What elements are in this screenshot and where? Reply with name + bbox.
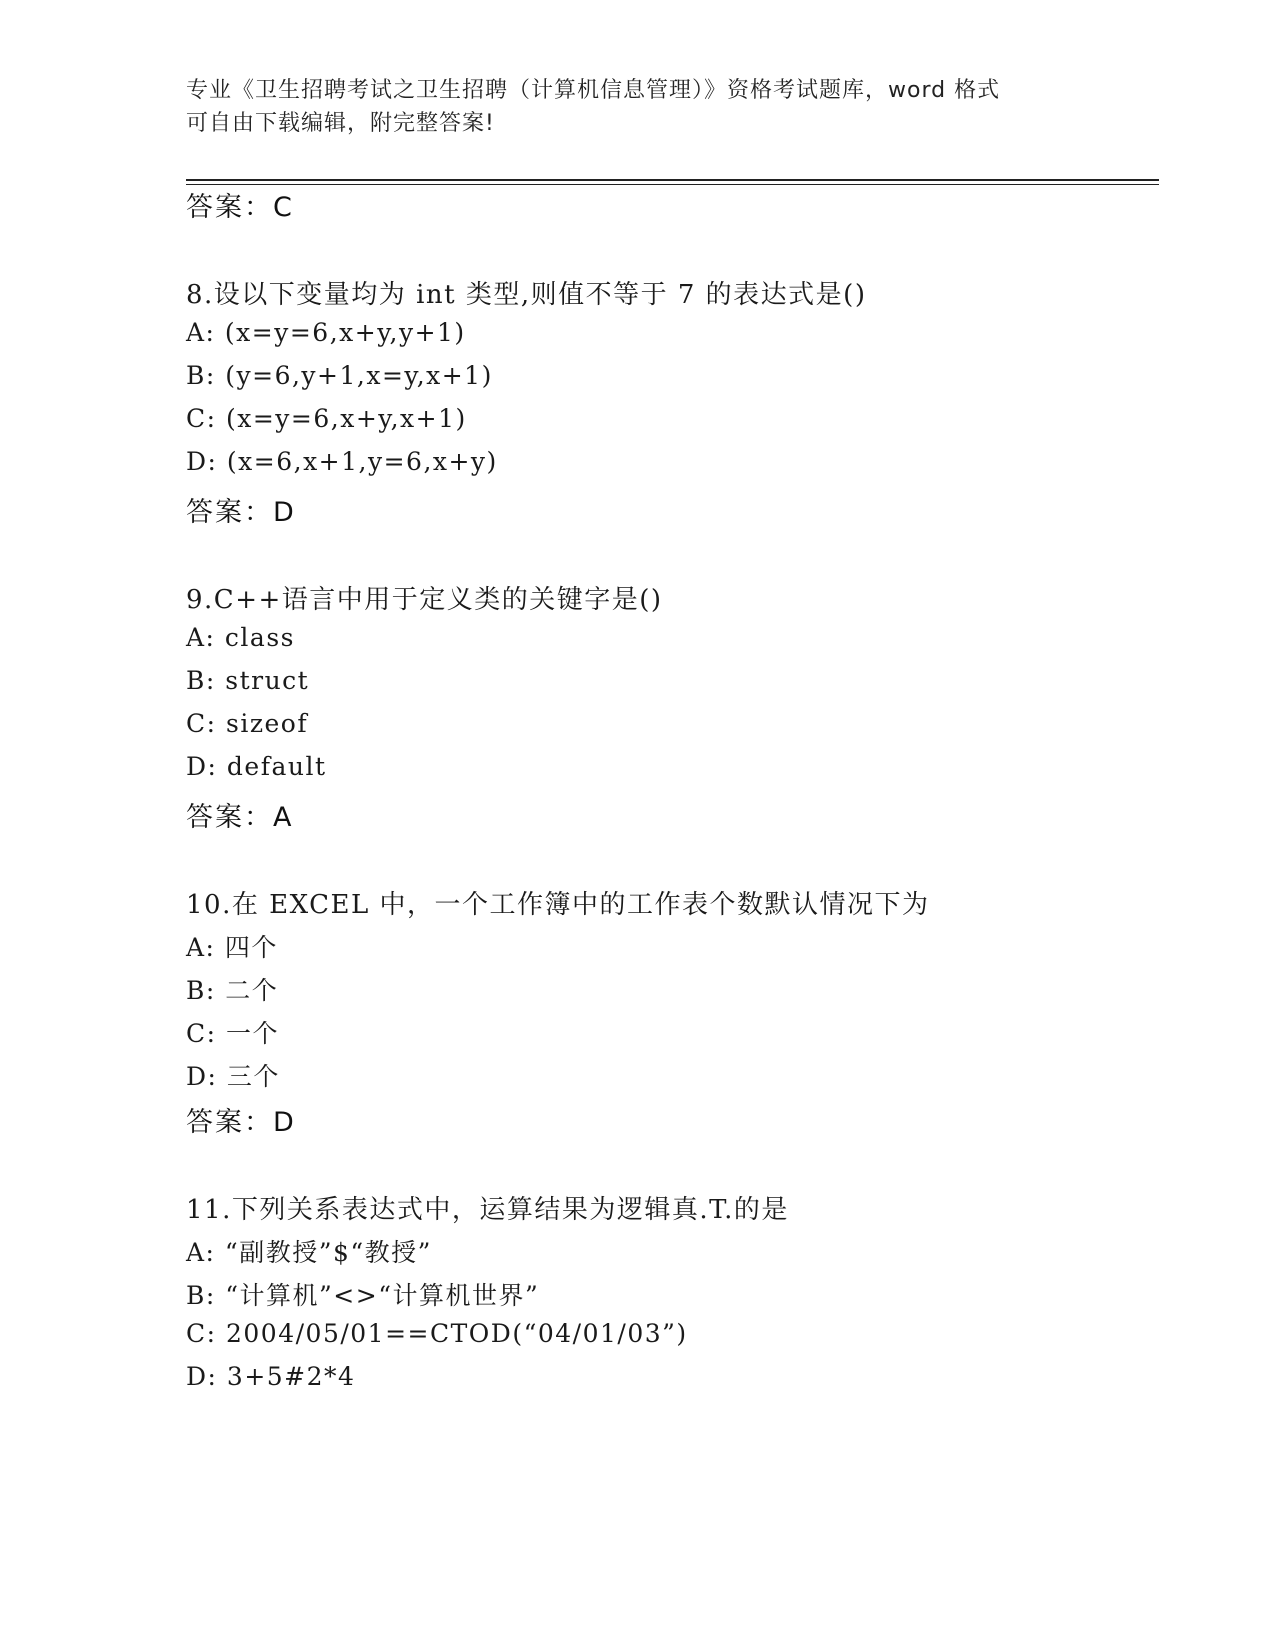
question-stem: 10.在 EXCEL 中，一个工作簿中的工作表个数默认情况下为 xyxy=(186,890,930,920)
option-a: A: class xyxy=(186,623,295,652)
header-divider-thin xyxy=(186,184,1159,185)
option-a: A: 四个 xyxy=(186,933,278,962)
option-c: C: 一个 xyxy=(186,1019,279,1048)
option-d: D: 3+5#2*4 xyxy=(186,1362,356,1391)
option-a: A: (x=y=6,x+y,y+1) xyxy=(186,318,466,347)
option-c: C: (x=y=6,x+y,x+1) xyxy=(186,404,467,433)
question-stem: 9.C++语言中用于定义类的关键字是() xyxy=(186,585,663,615)
document-header xyxy=(186,74,1086,140)
option-a: A: “副教授”$“教授” xyxy=(186,1238,432,1267)
option-d: D: (x=6,x+1,y=6,x+y) xyxy=(186,447,498,476)
question-stem: 8.设以下变量均为 int 类型,则值不等于 7 的表达式是() xyxy=(186,280,867,310)
option-b: B: struct xyxy=(186,666,310,695)
question-answer: 答案：D xyxy=(186,1107,296,1138)
option-c: C: sizeof xyxy=(186,709,309,738)
header-line-1: 专业《卫生招聘考试之卫生招聘（计算机信息管理）》资格考试题库，word 格式 xyxy=(186,78,1001,103)
option-d: D: 三个 xyxy=(186,1062,280,1091)
option-b: B: “计算机”<>“计算机世界” xyxy=(186,1281,540,1310)
option-d: D: default xyxy=(186,752,327,781)
option-b: B: (y=6,y+1,x=y,x+1) xyxy=(186,361,493,390)
question-answer: 答案：A xyxy=(186,802,294,833)
previous-answer: 答案：C xyxy=(186,192,294,223)
question-stem: 11.下列关系表达式中，运算结果为逻辑真.T.的是 xyxy=(186,1195,789,1225)
header-divider-thick xyxy=(186,179,1159,181)
option-b: B: 二个 xyxy=(186,976,279,1005)
header-line-2: 可自由下载编辑，附完整答案! xyxy=(186,111,495,136)
option-c: C: 2004/05/01==CTOD(“04/01/03”) xyxy=(186,1319,688,1348)
question-answer: 答案：D xyxy=(186,497,296,528)
